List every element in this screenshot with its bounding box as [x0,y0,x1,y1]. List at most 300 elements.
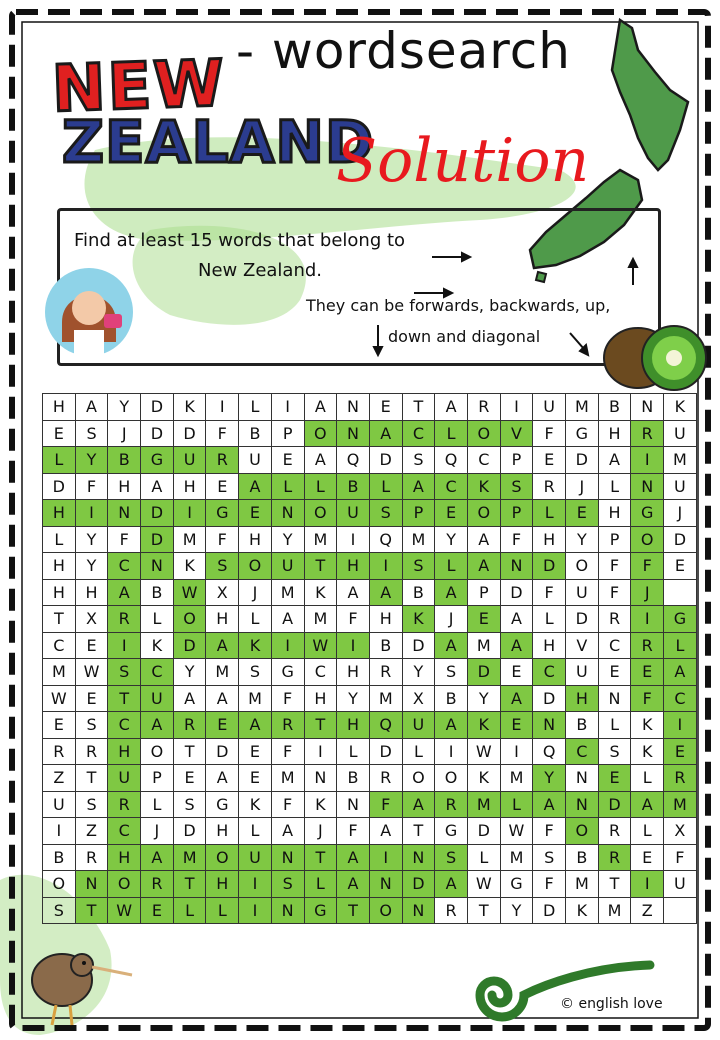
grid-cell: R [435,791,468,818]
grid-cell: C [141,659,174,686]
grid-cell: M [500,844,533,871]
grid-cell: Z [631,897,664,924]
grid-cell: G [206,791,239,818]
grid-cell: Y [402,659,435,686]
grid-cell: E [75,632,108,659]
grid-cell: R [108,791,141,818]
grid-row [43,844,697,871]
grid-cell: X [664,818,697,845]
grid-cell: O [239,553,272,580]
grid-cell: E [566,500,599,527]
title-wordsearch: - wordsearch [236,22,571,80]
grid-cell: Y [435,526,468,553]
grid-cell: H [533,632,566,659]
grid-cell: P [598,526,631,553]
grid-row [43,765,697,792]
grid-row [43,871,697,898]
grid-cell: Y [271,526,304,553]
grid-cell: P [500,500,533,527]
grid-cell: D [173,420,206,447]
grid-cell: A [141,473,174,500]
grid-cell: M [467,632,500,659]
grid-cell: O [108,871,141,898]
grid-cell: L [304,473,337,500]
grid-cell: L [664,632,697,659]
grid-cell: H [206,871,239,898]
grid-cell: G [566,420,599,447]
grid-cell: B [141,579,174,606]
grid-cell: N [631,394,664,421]
grid-cell: M [304,526,337,553]
instructions-line-4: down and diagonal [388,327,541,346]
grid-cell: K [566,897,599,924]
grid-cell: I [369,844,402,871]
grid-cell: U [566,579,599,606]
grid-cell: P [402,500,435,527]
grid-cell: M [500,765,533,792]
grid-cell: D [141,526,174,553]
grid-cell: H [598,500,631,527]
grid-cell: N [271,500,304,527]
grid-cell: S [75,791,108,818]
grid-cell: M [598,897,631,924]
grid-cell: K [467,712,500,739]
grid-cell: N [271,844,304,871]
grid-cell: S [402,553,435,580]
grid-cell: F [206,526,239,553]
kiwi-bird-icon [22,925,142,1033]
grid-cell: A [435,871,468,898]
grid-cell: T [108,685,141,712]
grid-cell: H [43,553,76,580]
grid-cell: O [206,844,239,871]
grid-cell: R [598,606,631,633]
grid-cell: T [75,897,108,924]
grid-cell: I [271,632,304,659]
grid-cell: A [664,659,697,686]
grid-cell: N [108,500,141,527]
grid-cell: R [75,844,108,871]
grid-cell: J [631,579,664,606]
grid-cell: R [598,818,631,845]
grid-cell: T [402,394,435,421]
grid-cell: U [664,871,697,898]
grid-cell: C [108,553,141,580]
grid-cell: I [369,553,402,580]
grid-cell: B [402,579,435,606]
grid-cell: N [369,871,402,898]
grid-cell: U [664,473,697,500]
grid-cell: A [173,685,206,712]
grid-cell: C [402,420,435,447]
title-new: NEW [50,46,228,128]
grid-cell: W [467,738,500,765]
grid-cell: J [304,818,337,845]
grid-cell: H [108,738,141,765]
grid-cell: I [206,394,239,421]
grid-cell: F [75,473,108,500]
grid-cell: T [402,818,435,845]
grid-cell: T [598,871,631,898]
grid-cell: D [369,738,402,765]
grid-cell: I [173,500,206,527]
grid-cell: S [435,659,468,686]
grid-cell: C [108,712,141,739]
grid-cell: T [304,553,337,580]
grid-cell: E [43,712,76,739]
grid-cell: K [664,394,697,421]
grid-cell: U [402,712,435,739]
grid-cell: F [533,871,566,898]
grid-cell: Q [533,738,566,765]
grid-cell: A [533,791,566,818]
grid-cell: Z [75,818,108,845]
grid-cell: U [533,394,566,421]
title-zealand: ZEALAND [62,108,375,176]
grid-cell: D [402,871,435,898]
grid-cell: O [304,420,337,447]
grid-cell: Y [173,659,206,686]
grid-cell: I [271,394,304,421]
grid-row [43,447,697,474]
grid-cell: W [500,818,533,845]
grid-cell: M [664,791,697,818]
grid-cell: N [337,420,370,447]
grid-cell: K [173,553,206,580]
grid-cell: U [566,659,599,686]
grid-cell: S [533,844,566,871]
grid-cell: A [435,632,468,659]
grid-cell: E [239,500,272,527]
grid-cell: C [435,473,468,500]
grid-cell: U [239,844,272,871]
grid-cell: R [598,844,631,871]
grid-cell: S [271,871,304,898]
grid-cell: L [533,606,566,633]
grid-cell: R [206,447,239,474]
grid-row [43,685,697,712]
grid-cell: I [337,526,370,553]
grid-row [43,500,697,527]
grid-cell: R [108,606,141,633]
grid-cell: M [206,659,239,686]
grid-row [43,394,697,421]
grid-cell: S [598,738,631,765]
grid-cell: R [369,765,402,792]
grid-cell: F [664,844,697,871]
grid-cell: L [435,553,468,580]
grid-cell: D [598,791,631,818]
grid-cell: R [173,712,206,739]
grid-cell: S [75,420,108,447]
grid-cell: R [75,738,108,765]
grid-cell: L [239,394,272,421]
grid-cell: D [467,659,500,686]
grid-cell: M [271,579,304,606]
grid-cell: O [304,500,337,527]
grid-cell: F [337,818,370,845]
grid-cell: E [206,473,239,500]
grid-cell: H [43,500,76,527]
grid-cell: R [533,473,566,500]
grid-row [43,738,697,765]
grid-cell: H [369,606,402,633]
grid-row [43,420,697,447]
grid-cell: F [271,685,304,712]
grid-cell [664,579,697,606]
grid-cell: A [500,606,533,633]
grid-cell: B [239,420,272,447]
grid-cell: G [631,500,664,527]
grid-cell: P [467,579,500,606]
grid-cell: A [631,791,664,818]
grid-cell: E [271,447,304,474]
grid-cell: L [467,844,500,871]
grid-cell: A [435,712,468,739]
grid-cell: E [467,606,500,633]
grid-cell: B [566,844,599,871]
grid-cell: U [43,791,76,818]
grid-cell: F [206,420,239,447]
grid-cell: E [631,659,664,686]
grid-cell: D [566,447,599,474]
grid-cell: Y [500,897,533,924]
grid-cell: B [337,473,370,500]
grid-cell: L [271,473,304,500]
grid-row [43,632,697,659]
grid-cell: I [631,871,664,898]
grid-cell: N [402,844,435,871]
grid-cell: B [337,765,370,792]
grid-cell: I [631,606,664,633]
grid-cell: A [435,394,468,421]
grid-cell: C [566,738,599,765]
grid-cell: R [141,871,174,898]
grid-cell: N [141,553,174,580]
grid-cell: L [337,738,370,765]
grid-cell: O [631,526,664,553]
grid-cell: E [239,765,272,792]
grid-cell: L [141,606,174,633]
grid-cell: R [467,394,500,421]
grid-cell: I [500,738,533,765]
grid-cell: D [141,394,174,421]
grid-cell: E [664,553,697,580]
grid-cell: M [173,844,206,871]
grid-cell: B [43,844,76,871]
grid-cell: P [141,765,174,792]
grid-cell: Q [369,712,402,739]
grid-cell: N [337,791,370,818]
grid-cell: M [664,447,697,474]
grid-cell: A [467,526,500,553]
grid-cell: S [402,447,435,474]
grid-cell: I [75,500,108,527]
grid-cell: X [402,685,435,712]
grid-cell: I [337,632,370,659]
grid-cell: N [598,685,631,712]
grid-cell: A [206,765,239,792]
grid-cell: H [598,420,631,447]
grid-cell: D [141,420,174,447]
grid-cell: N [566,791,599,818]
grid-cell: H [533,526,566,553]
grid-cell: M [402,526,435,553]
grid-cell: H [173,473,206,500]
fern-koru-icon [460,955,660,1035]
grid-cell: G [664,606,697,633]
grid-cell: A [206,685,239,712]
grid-cell: C [108,818,141,845]
grid-cell: M [239,685,272,712]
grid-cell: N [533,712,566,739]
grid-cell: I [304,738,337,765]
grid-cell: C [664,685,697,712]
grid-cell: Z [43,765,76,792]
grid-cell: Q [337,447,370,474]
grid-cell: J [108,420,141,447]
grid-cell: S [500,473,533,500]
grid-cell: K [467,473,500,500]
grid-row [43,712,697,739]
grid-cell: T [337,897,370,924]
grid-row [43,579,697,606]
grid-cell: F [533,579,566,606]
grid-cell: E [43,420,76,447]
grid-cell: H [304,685,337,712]
grid-cell: B [598,394,631,421]
grid-cell: Y [467,685,500,712]
grid-cell: K [631,712,664,739]
grid-cell: A [239,712,272,739]
grid-cell: A [500,632,533,659]
grid-cell: L [402,738,435,765]
grid-cell: F [271,791,304,818]
grid-cell: A [75,394,108,421]
grid-cell: N [337,394,370,421]
grid-cell: R [369,659,402,686]
grid-cell: E [598,659,631,686]
grid-cell: R [631,632,664,659]
grid-row [43,791,697,818]
grid-row [43,606,697,633]
grid-row [43,818,697,845]
grid-cell: F [108,526,141,553]
grid-cell: K [467,765,500,792]
grid-cell: A [141,844,174,871]
grid-cell: U [337,500,370,527]
grid-cell: E [239,738,272,765]
grid-cell: M [566,871,599,898]
grid-cell: T [304,844,337,871]
grid-cell: E [533,447,566,474]
grid-cell: I [664,712,697,739]
grid-cell: I [108,632,141,659]
grid-cell: H [239,526,272,553]
grid-cell: O [467,420,500,447]
grid-cell: E [664,738,697,765]
grid-cell: M [369,685,402,712]
grid-cell: H [43,394,76,421]
grid-cell: E [173,765,206,792]
grid-cell: O [435,765,468,792]
grid-cell: H [108,473,141,500]
grid-cell: U [271,553,304,580]
grid-cell: A [369,420,402,447]
grid-cell: Y [533,765,566,792]
grid-cell: K [304,579,337,606]
grid-cell: S [75,712,108,739]
grid-cell: F [337,606,370,633]
grid-cell: O [566,818,599,845]
grid-cell: H [337,553,370,580]
grid-cell: P [271,420,304,447]
grid-cell: K [173,394,206,421]
grid-cell: J [664,500,697,527]
grid-row [43,473,697,500]
grid-cell: O [141,738,174,765]
grid-cell: O [467,500,500,527]
grid-cell: F [631,553,664,580]
grid-cell: A [500,685,533,712]
grid-cell: R [43,738,76,765]
grid-cell: L [173,897,206,924]
grid-cell: D [500,579,533,606]
grid-cell: G [206,500,239,527]
grid-cell: L [631,818,664,845]
grid-cell: Y [566,526,599,553]
grid-cell: F [500,526,533,553]
grid-cell: G [500,871,533,898]
grid-cell: S [108,659,141,686]
grid-cell: D [533,897,566,924]
grid-cell: L [206,897,239,924]
grid-cell: Q [435,447,468,474]
grid-cell: R [435,897,468,924]
grid-cell: O [369,897,402,924]
grid-cell: I [435,738,468,765]
grid-cell: C [43,632,76,659]
grid-cell: E [141,897,174,924]
grid-cell: A [206,632,239,659]
grid-cell: K [631,738,664,765]
grid-cell: D [141,500,174,527]
grid-cell: K [304,791,337,818]
grid-cell: T [173,871,206,898]
grid-cell: E [500,712,533,739]
grid-cell: D [664,526,697,553]
grid-cell: U [664,420,697,447]
grid-cell: T [173,738,206,765]
grid-cell: O [173,606,206,633]
grid-cell: Y [108,394,141,421]
grid-cell: A [402,473,435,500]
grid-cell: W [304,632,337,659]
grid-cell: K [402,606,435,633]
grid-cell: A [271,606,304,633]
grid-cell: H [75,579,108,606]
kiwi-fruit-icon [598,318,716,396]
grid-cell: G [435,818,468,845]
grid-cell: N [75,871,108,898]
instructions-line-2: New Zealand. [198,260,323,281]
grid-cell: P [500,447,533,474]
grid-cell: W [108,897,141,924]
grid-cell: L [304,871,337,898]
grid-cell: D [566,606,599,633]
grid-cell: S [206,553,239,580]
grid-cell: W [467,871,500,898]
